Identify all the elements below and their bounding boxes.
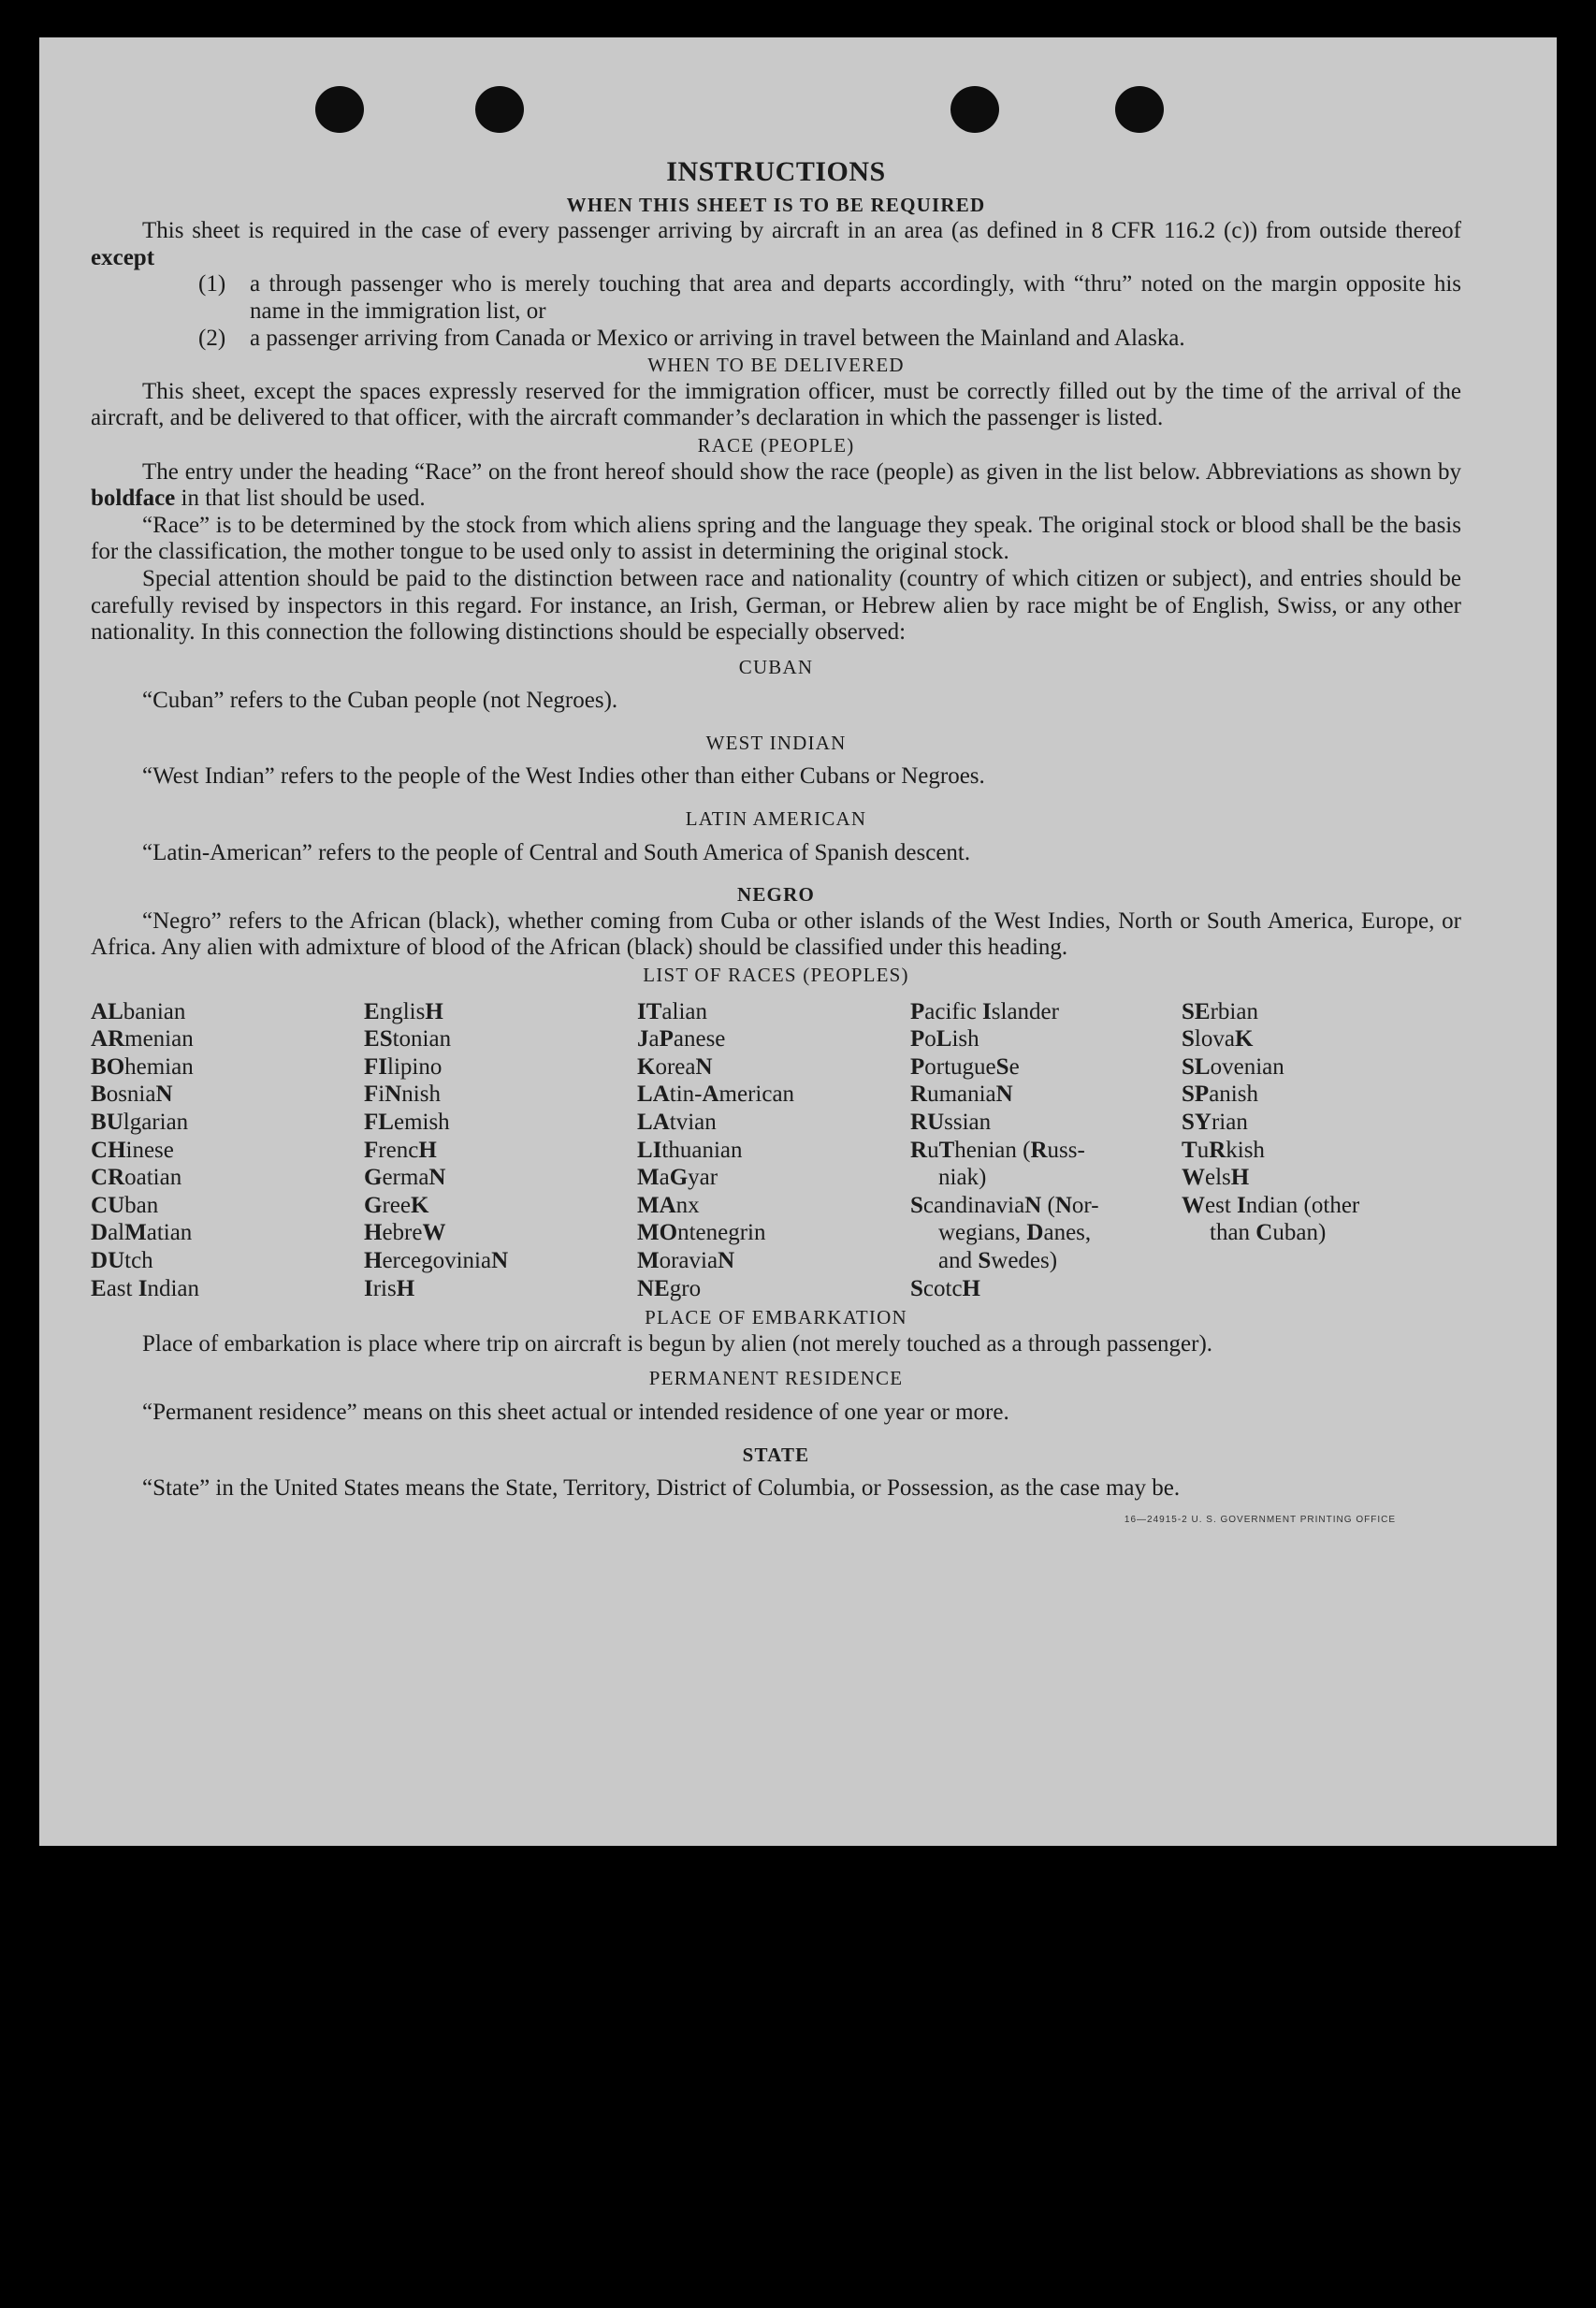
race-entry: ARmenian bbox=[91, 1026, 194, 1052]
race-entry: CUban bbox=[91, 1192, 159, 1218]
punch-hole bbox=[1115, 86, 1164, 133]
residence-text: “Permanent residence” means on this sheet actual or intended residence of one year or more. bbox=[142, 1399, 1009, 1425]
page-title: INSTRUCTIONS bbox=[666, 156, 886, 187]
section-heading-residence: PERMANENT RESIDENCE bbox=[648, 1367, 904, 1390]
delivered-text: This sheet, except the spaces expressly reserved for the immigration officer, must be correctly filled out by the time of the arrival of the aircraft, and be delivered to that officer, with the aircraft commander’s declaration in which the passenger is listed. bbox=[91, 378, 1461, 431]
west-indian-text: “West Indian” refers to the people of the West Indies other than either Cubans or Negroes. bbox=[142, 763, 985, 790]
race-entry: BOhemian bbox=[91, 1053, 194, 1080]
race-entry: West Indian (other bbox=[1182, 1192, 1360, 1218]
race-entry: RumaniaN bbox=[910, 1081, 1013, 1108]
race-entry: HercegoviniaN bbox=[364, 1247, 509, 1273]
race-entry: JaPanese bbox=[637, 1026, 726, 1052]
race-entry: ITalian bbox=[637, 998, 708, 1024]
race-paragraph: “Race” is to be determined by the stock from which aliens spring and the language they speak. The original stock or blood shall be the basis for the classification, the mother tongue to be used only to assist in determining the original stock. bbox=[91, 512, 1461, 565]
section-heading-latin-american: LATIN AMERICAN bbox=[685, 807, 867, 831]
race-entry: WelsH bbox=[1182, 1165, 1250, 1191]
punch-hole bbox=[315, 86, 364, 133]
section-heading-cuban: CUBAN bbox=[738, 655, 814, 678]
race-entry: SlovaK bbox=[1182, 1026, 1254, 1052]
race-entry: FrencH bbox=[364, 1137, 437, 1163]
section-heading-list: LIST OF RACES (PEOPLES) bbox=[643, 964, 909, 987]
race-column bbox=[364, 998, 637, 1303]
required-item: (2) a passenger arriving from Canada or Mexico or arriving in travel between the Mainland and Alaska. bbox=[198, 325, 1185, 351]
section-heading-race: RACE (PEOPLE) bbox=[697, 433, 855, 457]
section-heading-delivered: WHEN TO BE DELIVERED bbox=[647, 354, 905, 377]
race-entry: NEgro bbox=[637, 1275, 702, 1301]
section-heading-state: STATE bbox=[742, 1443, 810, 1466]
form-sheet bbox=[39, 37, 1557, 1846]
race-entry: than Cuban) bbox=[1210, 1220, 1327, 1246]
race-entry: KoreaN bbox=[637, 1053, 713, 1080]
latin-american-text: “Latin-American” refers to the people of Central and South America of Spanish descent. bbox=[142, 839, 971, 865]
race-entry: ALbanian bbox=[91, 998, 186, 1024]
punch-hole bbox=[475, 86, 524, 133]
race-entry: BUlgarian bbox=[91, 1110, 189, 1135]
print-code: 16—24915-2 U. S. GOVERNMENT PRINTING OFFICE bbox=[1124, 1515, 1396, 1526]
race-entry: FIlipino bbox=[364, 1053, 443, 1080]
race-entry: PoLish bbox=[910, 1026, 979, 1052]
race-entry: MaGyar bbox=[637, 1165, 718, 1191]
race-paragraph: Special attention should be paid to the distinction between race and nationality (country of which citizen or subject), and entries should be carefully revised by inspectors in this regard. For instance, an Irish, German, or Hebrew alien by race might be of English, Swiss, or any other nationality. In this connection the following distinctions should be especially observed: bbox=[91, 565, 1461, 646]
required-intro: This sheet is required in the case of every passenger arriving by aircraft in an area (as defined in 8 CFR 116.2 (c)) from outside thereof except bbox=[91, 218, 1461, 270]
race-entry: MAnx bbox=[637, 1192, 700, 1218]
section-heading-west-indian: WEST INDIAN bbox=[705, 731, 847, 754]
race-entry: DalMatian bbox=[91, 1220, 193, 1246]
race-entry: BosniaN bbox=[91, 1081, 173, 1108]
punch-hole bbox=[950, 86, 999, 133]
instructions-body bbox=[91, 156, 1461, 1526]
race-paragraph: The entry under the heading “Race” on the front hereof should show the race (people) as given in the list below. Abbreviations as shown by boldface in that list should be used. bbox=[91, 458, 1461, 512]
negro-text: “Negro” refers to the African (black), whether coming from Cuba or other islands of the West Indies, North or South America, Europe, or Africa. Any alien with admixture of blood of the African (black) should be classified under this heading. bbox=[91, 907, 1461, 961]
race-entry: PortugueSe bbox=[910, 1053, 1020, 1080]
race-entry: ScandinaviaN (Nor- bbox=[910, 1192, 1099, 1218]
race-entry: FLemish bbox=[364, 1110, 450, 1135]
race-entry: HebreW bbox=[364, 1220, 446, 1246]
race-entry: FiNnish bbox=[364, 1081, 441, 1108]
race-entry: CRoatian bbox=[91, 1165, 182, 1191]
state-text: “State” in the United States means the State, Territory, District of Columbia, or Possession, as the case may be. bbox=[142, 1475, 1181, 1502]
race-entry: LIthuanian bbox=[637, 1137, 743, 1163]
race-entry: ScotcH bbox=[910, 1275, 980, 1301]
race-entry: SYrian bbox=[1182, 1110, 1248, 1135]
race-column bbox=[910, 998, 1182, 1303]
race-list bbox=[91, 998, 1461, 1303]
race-entry: IrisH bbox=[364, 1275, 415, 1301]
embarkation-text: Place of embarkation is place where trip on aircraft is begun by alien (not merely touched as a through passenger). bbox=[142, 1330, 1213, 1357]
race-entry: GermaN bbox=[364, 1165, 446, 1191]
section-heading-negro: NEGRO bbox=[736, 883, 815, 907]
race-entry: LAtvian bbox=[637, 1110, 717, 1135]
required-item: (1) a through passenger who is merely touching that area and departs accordingly, with “thru” noted on the margin opposite his name in the immigration list, or bbox=[198, 271, 1461, 324]
section-heading-embarkation: PLACE OF EMBARKATION bbox=[645, 1306, 907, 1329]
race-entry: TuRkish bbox=[1182, 1137, 1265, 1163]
race-entry: MoraviaN bbox=[637, 1247, 735, 1273]
race-entry: MOntenegrin bbox=[637, 1220, 766, 1246]
race-column bbox=[1182, 998, 1425, 1303]
race-entry: CHinese bbox=[91, 1137, 174, 1163]
race-entry: RuThenian (Russ- bbox=[910, 1137, 1085, 1163]
race-column bbox=[91, 998, 364, 1303]
race-entry: and Swedes) bbox=[938, 1247, 1058, 1273]
race-entry: wegians, Danes, bbox=[938, 1220, 1092, 1246]
race-entry: SLovenian bbox=[1182, 1053, 1284, 1080]
section-heading-required: WHEN THIS SHEET IS TO BE REQUIRED bbox=[566, 193, 986, 216]
race-entry: SErbian bbox=[1182, 998, 1258, 1024]
race-entry: East Indian bbox=[91, 1275, 199, 1301]
race-entry: EStonian bbox=[364, 1026, 452, 1052]
race-entry: niak) bbox=[938, 1165, 987, 1191]
race-entry: Pacific Islander bbox=[910, 998, 1059, 1024]
race-entry: GreeK bbox=[364, 1192, 429, 1218]
race-column bbox=[637, 998, 910, 1303]
race-entry: SPanish bbox=[1182, 1081, 1258, 1108]
race-entry: EnglisH bbox=[364, 998, 443, 1024]
race-entry: RUssian bbox=[910, 1110, 992, 1135]
race-entry: DUtch bbox=[91, 1247, 153, 1273]
race-entry: LAtin-American bbox=[637, 1081, 795, 1108]
cuban-text: “Cuban” refers to the Cuban people (not Negroes). bbox=[142, 688, 618, 714]
